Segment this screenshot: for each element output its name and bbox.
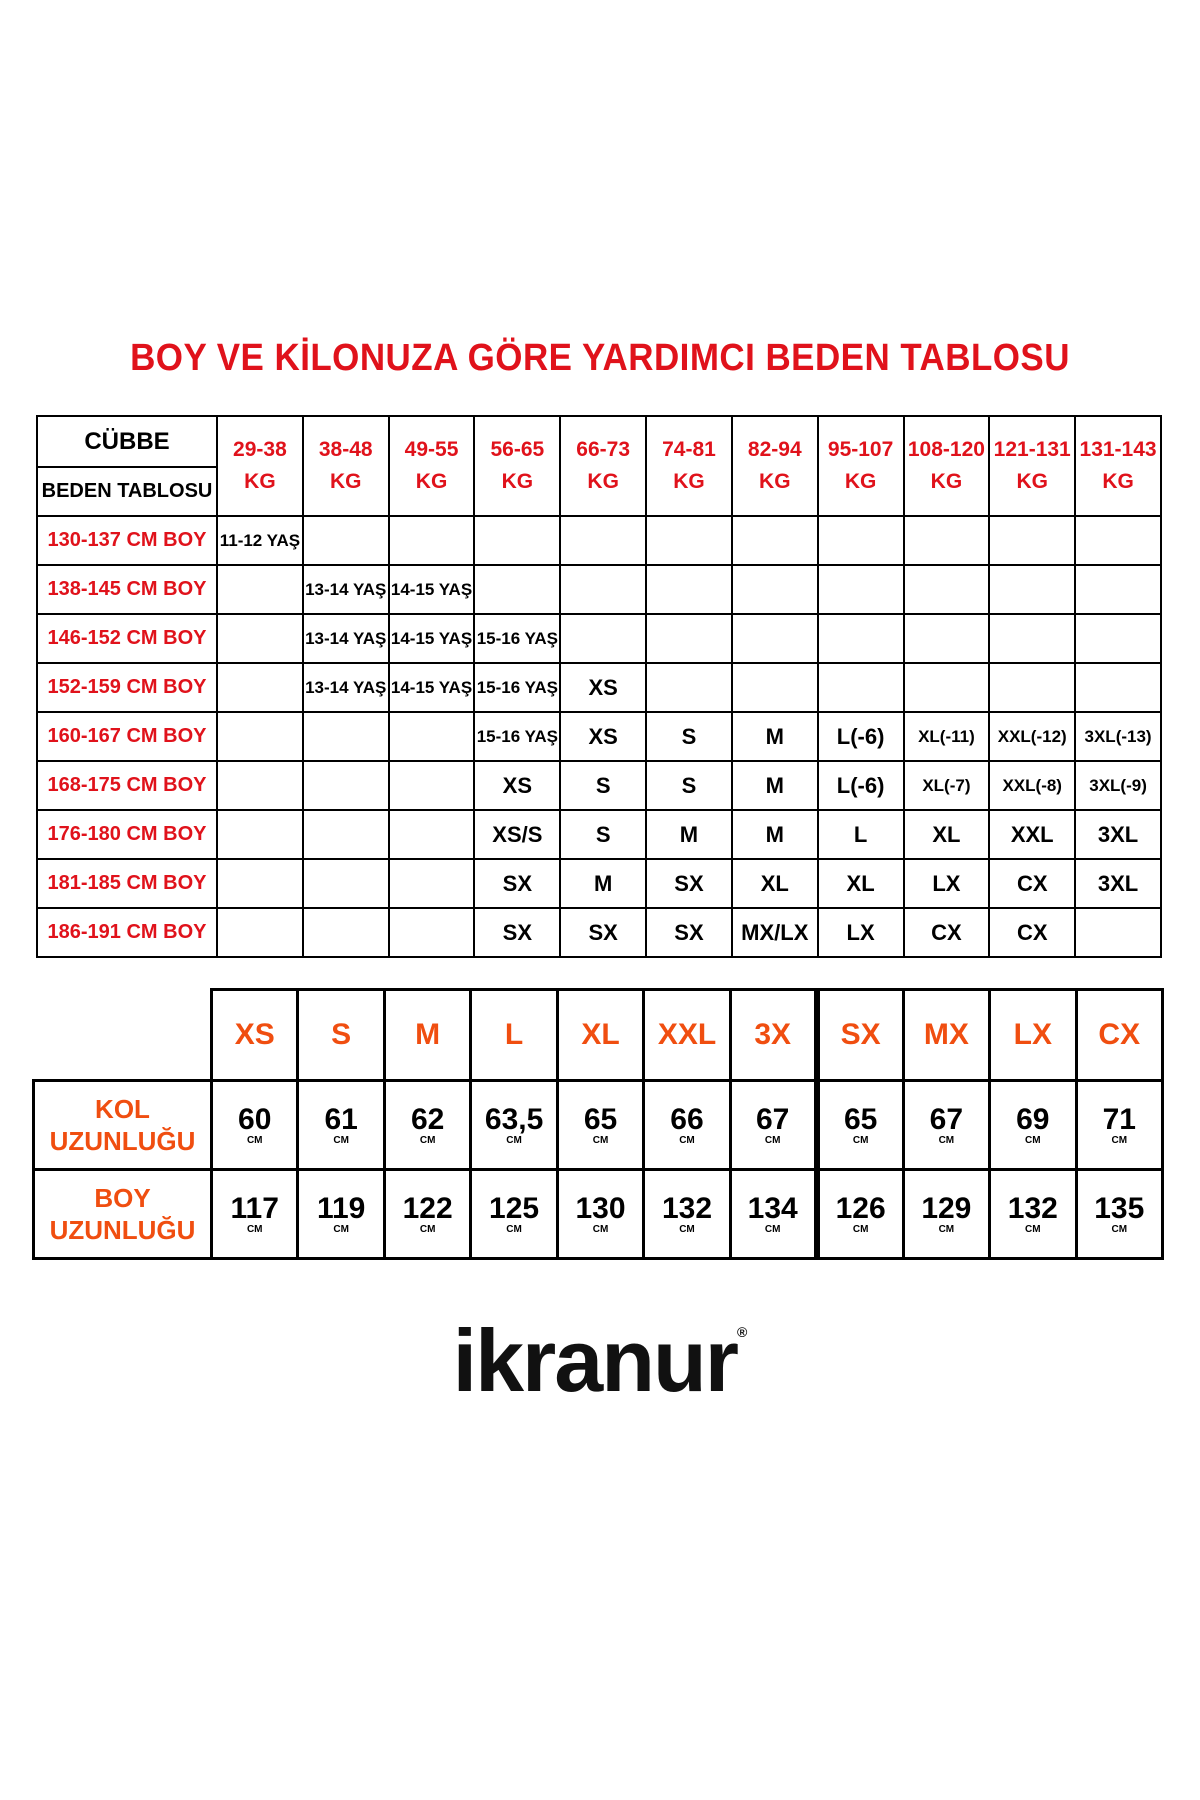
measurement-value — [644, 1081, 730, 1170]
size-cell — [818, 516, 904, 565]
weight-header — [389, 416, 475, 516]
size-cell: M — [732, 761, 818, 810]
weight-range: 121-131 — [993, 438, 1071, 461]
measurement-row — [34, 1170, 1163, 1259]
measurement-value — [903, 1081, 989, 1170]
height-range: 181-185 CM BOY — [37, 859, 217, 908]
size-cell — [389, 810, 475, 859]
weight-unit: KG — [673, 470, 705, 493]
weight-unit: KG — [244, 470, 276, 493]
size-cell: 3XL — [1075, 859, 1161, 908]
table-row — [37, 516, 1161, 565]
measurement-number: 125 — [489, 1192, 540, 1225]
measurement-label-line: KOL — [95, 1094, 150, 1124]
measurement-value — [384, 1081, 470, 1170]
size-cell: M — [732, 712, 818, 761]
measurement-unit: CM — [764, 1224, 781, 1235]
size-cell — [732, 614, 818, 663]
weight-header — [904, 416, 990, 516]
size-cell: L — [818, 810, 904, 859]
size-cell — [989, 516, 1075, 565]
measurement-number: 67 — [929, 1103, 964, 1136]
brand-name: ikranur — [452, 1311, 737, 1410]
table-row — [37, 908, 1161, 957]
page-title: BOY VE KİLONUZA GÖRE YARDIMCI BEDEN TABLOSU — [130, 337, 1070, 379]
size-cell — [560, 516, 646, 565]
measurement-unit: CM — [333, 1224, 349, 1235]
size-header: XL — [557, 990, 643, 1081]
weight-header — [303, 416, 389, 516]
measurement-value — [212, 1081, 298, 1170]
size-cell — [818, 663, 904, 712]
weight-range: 29-38 — [233, 438, 287, 461]
size-cell: LX — [904, 859, 990, 908]
size-cell — [303, 859, 389, 908]
size-cell: MX/LX — [732, 908, 818, 957]
measurement-label-line: UZUNLUĞU — [49, 1126, 196, 1156]
measurement-number: 126 — [835, 1192, 886, 1225]
size-cell: XL — [904, 810, 990, 859]
size-cell — [732, 516, 818, 565]
measurement-value — [1076, 1081, 1162, 1170]
weight-unit: KG — [329, 470, 362, 493]
size-cell: XL — [818, 859, 904, 908]
size-cell — [389, 516, 475, 565]
size-cell — [303, 810, 389, 859]
table-row — [37, 565, 1161, 614]
size-cell — [217, 810, 303, 859]
weight-unit: KG — [759, 470, 791, 493]
height-range: 146-152 CM BOY — [37, 614, 217, 663]
size-header: XXL — [644, 990, 730, 1081]
size-cell: 11-12 YAŞ — [217, 516, 303, 565]
size-cell — [303, 516, 389, 565]
size-cell — [560, 565, 646, 614]
size-cell — [989, 565, 1075, 614]
table-corner-header — [37, 416, 217, 516]
measurement-unit: CM — [1111, 1224, 1128, 1235]
measurement-number: 119 — [316, 1192, 366, 1225]
measurement-value — [730, 1170, 816, 1259]
weight-unit: KG — [1102, 470, 1134, 493]
size-cell: M — [560, 859, 646, 908]
measurement-unit: CM — [679, 1224, 695, 1235]
size-cell — [904, 663, 990, 712]
measurement-value — [557, 1170, 643, 1259]
measurement-label-line: UZUNLUĞU — [49, 1215, 196, 1245]
measurement-unit: CM — [1025, 1224, 1041, 1235]
size-cell — [303, 712, 389, 761]
weight-range: 49-55 — [404, 438, 459, 461]
weight-unit: KG — [415, 470, 448, 493]
size-cell — [646, 663, 732, 712]
measurement-number: 132 — [661, 1192, 713, 1225]
size-cell — [1075, 908, 1161, 957]
size-cell: S — [646, 761, 732, 810]
garment-label: CÜBBE — [38, 417, 216, 468]
size-cell: L(-6) — [818, 712, 904, 761]
size-cell — [303, 761, 389, 810]
weight-range: 131-143 — [1079, 438, 1157, 461]
measurement-value — [471, 1081, 557, 1170]
measurement-unit: CM — [419, 1135, 436, 1146]
size-cell — [1075, 565, 1161, 614]
size-cell: CX — [989, 908, 1075, 957]
measurement-number: 66 — [670, 1103, 704, 1136]
measurement-number: 69 — [1016, 1103, 1050, 1136]
weight-header — [646, 416, 732, 516]
size-cell: XXL(-12) — [989, 712, 1075, 761]
measurement-unit: CM — [592, 1224, 609, 1235]
measurement-unit: CM — [1025, 1135, 1041, 1146]
size-cell: M — [646, 810, 732, 859]
height-range: 130-137 CM BOY — [37, 516, 217, 565]
weight-header — [732, 416, 818, 516]
size-cell — [217, 663, 303, 712]
size-cell: 14-15 YAŞ — [389, 565, 475, 614]
measurement-label-line: BOY — [94, 1183, 151, 1213]
table-row — [37, 712, 1161, 761]
size-cell — [1075, 516, 1161, 565]
size-cell — [560, 614, 646, 663]
measurement-number: 65 — [843, 1103, 878, 1136]
table-row — [37, 614, 1161, 663]
size-cell — [389, 908, 475, 957]
measurement-unit: CM — [246, 1224, 263, 1235]
size-cell — [217, 761, 303, 810]
registered-mark: ® — [737, 1324, 748, 1340]
measurement-number: 135 — [1094, 1192, 1145, 1225]
size-header: MX — [903, 990, 989, 1081]
measurement-value — [644, 1170, 730, 1259]
measurement-unit: CM — [246, 1135, 263, 1146]
height-range: 160-167 CM BOY — [37, 712, 217, 761]
size-cell: 15-16 YAŞ — [474, 614, 560, 663]
weight-unit: KG — [501, 470, 534, 493]
measurement-row — [34, 1081, 1163, 1170]
table-row — [37, 810, 1161, 859]
size-header: S — [298, 990, 384, 1081]
measurement-value — [557, 1081, 643, 1170]
size-cell: XS/S — [474, 810, 560, 859]
size-cell: XXL — [989, 810, 1075, 859]
size-cell — [217, 614, 303, 663]
weight-header — [818, 416, 904, 516]
measurement-value — [471, 1170, 557, 1259]
measurement-number: 62 — [410, 1103, 445, 1136]
size-header: 3X — [730, 990, 816, 1081]
size-cell: SX — [646, 908, 732, 957]
size-cell — [217, 712, 303, 761]
measurement-number: 122 — [402, 1192, 453, 1225]
size-cell: S — [560, 761, 646, 810]
size-cell — [217, 565, 303, 614]
size-cell — [474, 516, 560, 565]
measurement-value — [1076, 1170, 1162, 1259]
size-cell: 15-16 YAŞ — [474, 712, 560, 761]
size-header: CX — [1076, 990, 1162, 1081]
size-cell — [646, 516, 732, 565]
weight-header — [560, 416, 646, 516]
size-cell: 13-14 YAŞ — [303, 614, 389, 663]
brand-logo — [0, 1310, 1200, 1412]
size-header: M — [384, 990, 470, 1081]
blank-corner — [34, 990, 212, 1081]
measurement-unit: CM — [1111, 1135, 1128, 1146]
size-cell — [989, 614, 1075, 663]
size-cell: S — [646, 712, 732, 761]
measurement-unit: CM — [852, 1135, 869, 1146]
measurement-label — [34, 1081, 212, 1170]
size-cell: XL(-7) — [904, 761, 990, 810]
size-cell: LX — [818, 908, 904, 957]
weight-range: 56-65 — [490, 438, 545, 461]
measurement-value — [817, 1170, 903, 1259]
measurement-number: 61 — [324, 1103, 358, 1136]
measurement-number: 134 — [747, 1192, 798, 1225]
measurement-unit: CM — [764, 1135, 781, 1146]
size-cell: SX — [474, 908, 560, 957]
weight-unit: KG — [844, 470, 877, 493]
measurement-number: 63,5 — [484, 1103, 544, 1136]
measurement-value — [730, 1081, 816, 1170]
size-cell: XS — [474, 761, 560, 810]
measurement-number: 129 — [921, 1192, 972, 1225]
measurement-unit: CM — [679, 1135, 695, 1146]
size-cell — [732, 565, 818, 614]
table-row — [37, 859, 1161, 908]
size-cell: 15-16 YAŞ — [474, 663, 560, 712]
size-header: SX — [817, 990, 903, 1081]
measurement-value — [212, 1170, 298, 1259]
weight-range: 95-107 — [827, 438, 894, 461]
weight-header — [474, 416, 560, 516]
measurement-number: 117 — [230, 1192, 279, 1225]
table-row — [37, 663, 1161, 712]
weight-unit: KG — [587, 470, 619, 493]
size-header: L — [471, 990, 557, 1081]
measurement-table — [32, 988, 1164, 1260]
height-range: 176-180 CM BOY — [37, 810, 217, 859]
size-cell — [474, 565, 560, 614]
weight-range: 82-94 — [747, 438, 802, 461]
size-cell — [904, 565, 990, 614]
size-cell — [1075, 663, 1161, 712]
size-cell: CX — [989, 859, 1075, 908]
size-cell — [818, 614, 904, 663]
size-table-label: BEDEN TABLOSU — [41, 480, 213, 502]
measurement-value — [298, 1170, 384, 1259]
measurement-number: 71 — [1102, 1103, 1136, 1136]
measurement-value — [384, 1170, 470, 1259]
size-cell: XXL(-8) — [989, 761, 1075, 810]
size-cell: SX — [474, 859, 560, 908]
size-cell: S — [560, 810, 646, 859]
size-cell — [389, 859, 475, 908]
measurement-unit: CM — [333, 1135, 349, 1146]
size-cell: SX — [646, 859, 732, 908]
measurement-number: 67 — [756, 1103, 790, 1136]
measurement-unit: CM — [852, 1224, 869, 1235]
size-cell: XS — [560, 663, 646, 712]
weight-range: 66-73 — [576, 438, 631, 461]
weight-range: 74-81 — [662, 438, 716, 461]
measurement-value — [990, 1081, 1076, 1170]
height-range: 186-191 CM BOY — [37, 908, 217, 957]
weight-unit: KG — [1016, 470, 1048, 493]
size-cell — [646, 565, 732, 614]
measurement-unit: CM — [506, 1224, 522, 1235]
measurement-value — [903, 1170, 989, 1259]
size-cell — [646, 614, 732, 663]
size-cell — [732, 663, 818, 712]
size-cell: XS — [560, 712, 646, 761]
size-cell — [389, 761, 475, 810]
measurement-unit: CM — [938, 1135, 955, 1146]
height-range: 168-175 CM BOY — [37, 761, 217, 810]
size-cell: 13-14 YAŞ — [303, 565, 389, 614]
measurement-number: 130 — [575, 1192, 626, 1225]
weight-range: 38-48 — [318, 438, 373, 461]
size-cell — [904, 614, 990, 663]
height-range: 152-159 CM BOY — [37, 663, 217, 712]
weight-header-row — [37, 416, 1161, 516]
weight-header — [989, 416, 1075, 516]
size-header: XS — [212, 990, 298, 1081]
size-cell — [818, 565, 904, 614]
size-cell: XL(-11) — [904, 712, 990, 761]
size-header-row — [34, 990, 1163, 1081]
measurement-value — [817, 1081, 903, 1170]
size-header: LX — [990, 990, 1076, 1081]
measurement-unit: CM — [592, 1135, 609, 1146]
size-cell: 13-14 YAŞ — [303, 663, 389, 712]
size-cell: XL — [732, 859, 818, 908]
measurement-value — [298, 1081, 384, 1170]
size-cell — [217, 859, 303, 908]
size-cell: SX — [560, 908, 646, 957]
size-cell — [989, 663, 1075, 712]
size-cell: CX — [904, 908, 990, 957]
measurement-value — [990, 1170, 1076, 1259]
measurement-label — [34, 1170, 212, 1259]
size-cell: 3XL(-9) — [1075, 761, 1161, 810]
size-cell: M — [732, 810, 818, 859]
measurement-number: 65 — [583, 1103, 618, 1136]
weight-unit: KG — [930, 470, 963, 493]
table-row — [37, 761, 1161, 810]
measurement-number: 132 — [1007, 1192, 1058, 1225]
size-cell: 14-15 YAŞ — [389, 614, 475, 663]
weight-header — [217, 416, 303, 516]
size-cell — [217, 908, 303, 957]
size-cell: 3XL(-13) — [1075, 712, 1161, 761]
size-cell — [303, 908, 389, 957]
size-cell — [1075, 614, 1161, 663]
measurement-unit: CM — [506, 1135, 522, 1146]
height-range: 138-145 CM BOY — [37, 565, 217, 614]
size-cell: 14-15 YAŞ — [389, 663, 475, 712]
size-cell — [904, 516, 990, 565]
size-cell — [389, 712, 475, 761]
size-chart-table — [36, 415, 1162, 958]
measurement-number: 60 — [238, 1103, 272, 1136]
measurement-unit: CM — [419, 1224, 436, 1235]
size-cell: 3XL — [1075, 810, 1161, 859]
measurement-unit: CM — [938, 1224, 955, 1235]
weight-header — [1075, 416, 1161, 516]
weight-range: 108-120 — [907, 438, 985, 461]
size-cell: L(-6) — [818, 761, 904, 810]
